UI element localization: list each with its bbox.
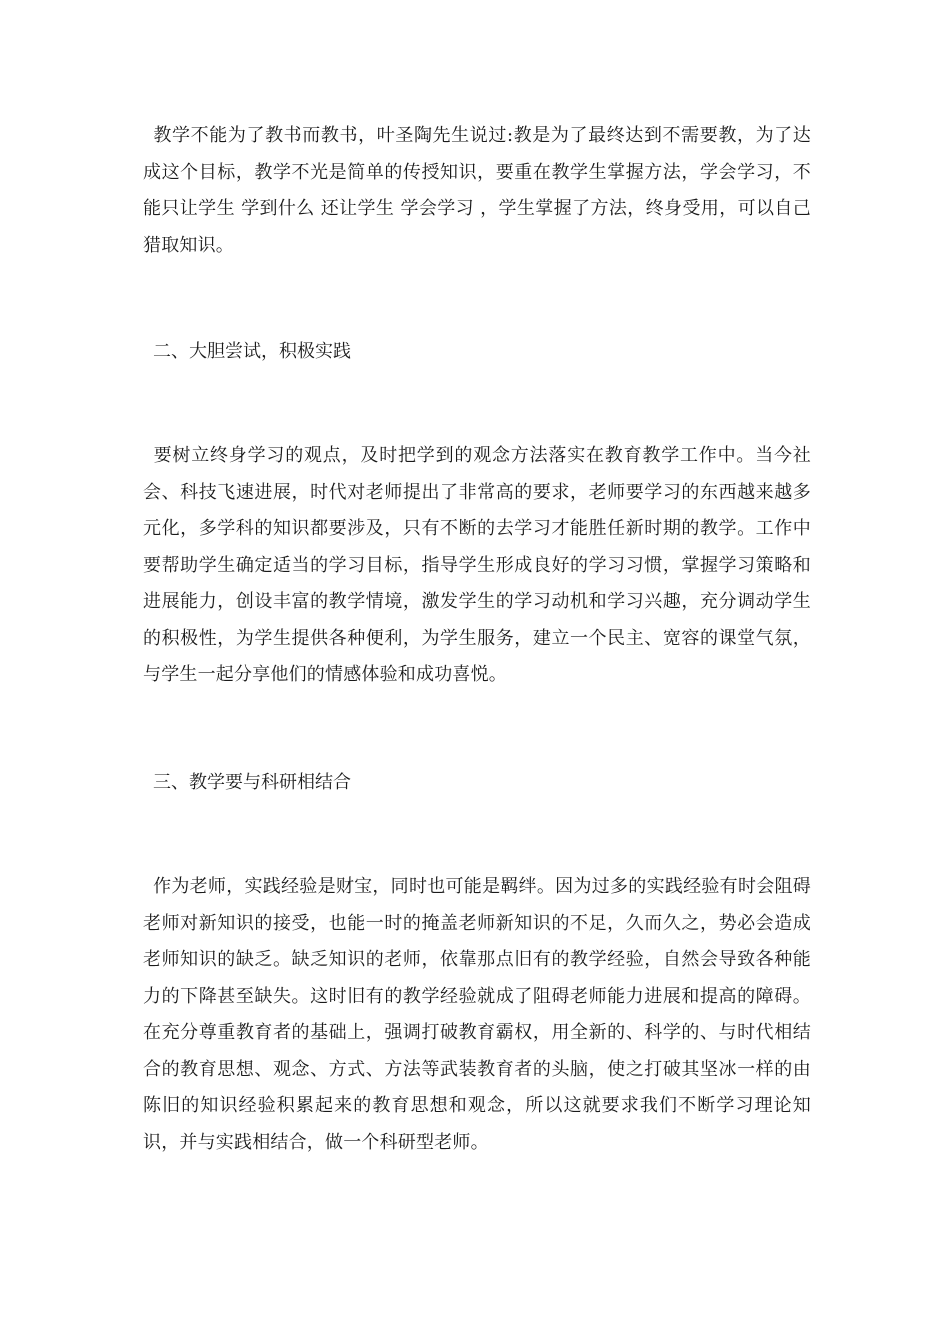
- paragraph-research-practice: [143, 869, 811, 1161]
- paragraph-text: 作为老师，实践经验是财宝，同时也可能是羁绊。因为过多的实践经验有时会阻碍老师对新知识的接受，也能一时的掩盖老师新知识的不足，久而久之，势必会造成老师知识的缺乏。缺乏知识的老师，依靠那点旧有的教学经验，自然会导致各种能力的下降甚至缺失。这时旧有的教学经验就成了阻碍老师能力进展和提高的障碍。在充分尊重教育者的基础上，强调打破教育霸权，用全新的、科学的、与时代相结合的教育思想、观念、方式、方法等武装教育者的头脑，使之打破其坚冰一样的由陈旧的知识经验积累起来的教育思想和观念，所以这就要求我们不断学习理论知识，并与实践相结合，做一个科研型老师。: [143, 876, 811, 1153]
- section-heading-2: [143, 334, 351, 370]
- heading-text: 二、大胆尝试，积极实践: [153, 341, 351, 362]
- paragraph-text: 教学不能为了教书而教书，叶圣陶先生说过:教是为了最终达到不需要教，为了达成这个目标，教学不光是简单的传授知识，要重在教学生掌握方法，学会学习，不能只让学生 学到什么 还让学生 学会学习 ，学生掌握了方法，终身受用，可以自己猎取知识。: [143, 125, 811, 256]
- paragraph-teaching-purpose: [143, 118, 811, 264]
- heading-text: 三、教学要与科研相结合: [153, 772, 351, 793]
- section-heading-3: [143, 765, 351, 801]
- paragraph-lifelong-learning: [143, 438, 811, 694]
- paragraph-text: 要树立终身学习的观点，及时把学到的观念方法落实在教育教学工作中。当今社会、科技飞速进展，时代对老师提出了非常高的要求，老师要学习的东西越来越多元化，多学科的知识都要涉及，只有不断的去学习才能胜任新时期的教学。工作中要帮助学生确定适当的学习目标，指导学生形成良好的学习习惯，掌握学习策略和进展能力，创设丰富的教学情境，激发学生的学习动机和学习兴趣，充分调动学生的积极性，为学生提供各种便利，为学生服务，建立一个民主、宽容的课堂气氛，与学生一起分享他们的情感体验和成功喜悦。: [143, 445, 811, 685]
